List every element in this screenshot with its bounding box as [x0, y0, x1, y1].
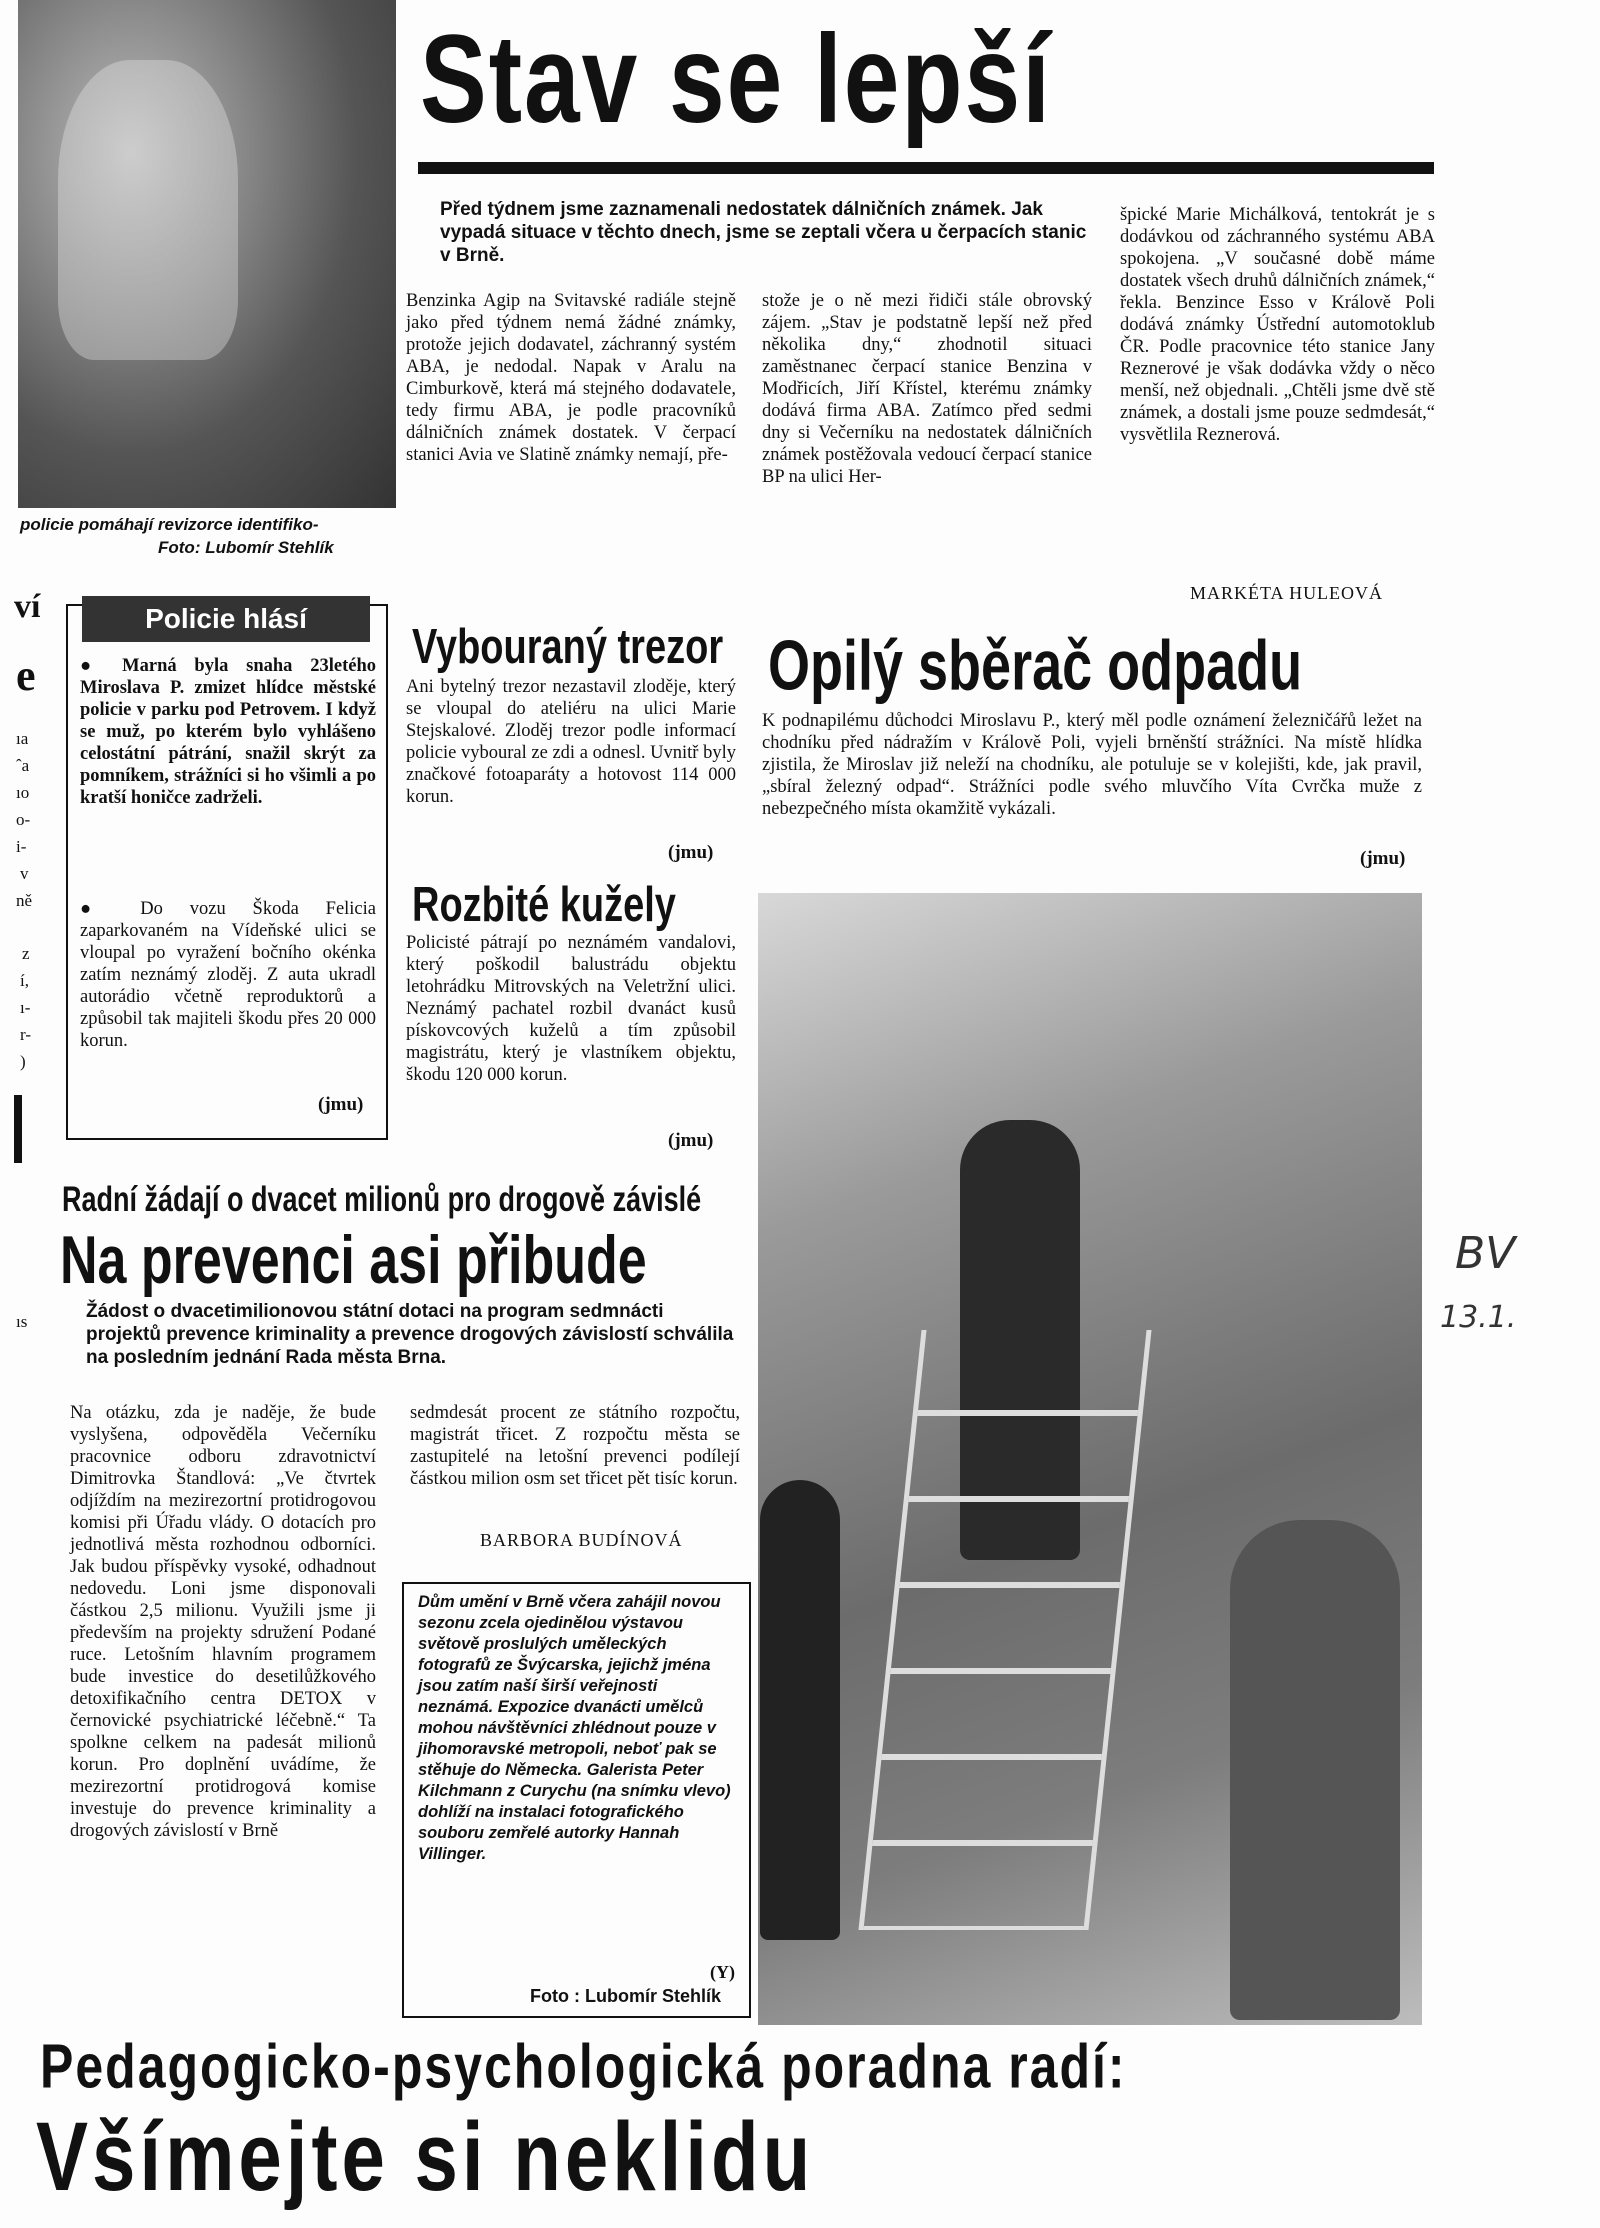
main-col3: špické Marie Michálková, tentokrát je s dodávkou od záchranného systému ABA spokojena. „V současné době máme dostatek všech druhů dálničních známek,“ řekla. Benzince Esso v Králově Poli dodává známky Ústřední automotoklub ČR. Podle pracovnice této stanice Jany Reznerové je však dodávka vždy o něco menší, než objednali. „Chtěli jsme dvě stě známek, a dostali jsme pouze sedmdesát,“ vysvětlila Reznerová. [1120, 205, 1435, 445]
left-fragment: í, [20, 971, 29, 990]
trezor-body: Ani bytelný trezor nezastavil zloděje, který se vloupal do ateliéru na ulici Marie Stejskalové. Zloděj trezor podle informací policie vyboural ze zdi a odnesl. Uvnitř byly značkové fotoaparáty a hotovost 114 000 korun. [406, 677, 736, 807]
photo-caption: Dům umění v Brně včera zahájil novou sezonu zcela ojedinělou výstavou světově proslulých uměleckých fotografů ze Švýcarska, jejichž jména jsou zatím naší širší veřejnosti neznámá. Expozice dvanácti umělců mohou návštěvníci zhlédnout pouze v jihomoravské metropoli, neboť pak se stěhuje do Německa. Galerista Peter Kilchmann z Curychu (na snímku vlevo) dohlíží na instalaci fotografického souboru zemřelé autorky Hannah Villinger. [418, 1593, 731, 1863]
handwritten-date: 13.1. [1440, 1300, 1517, 1335]
photo-figure [760, 1480, 840, 1940]
police-sig: (jmu) [318, 1094, 364, 1115]
trezor-headline: Vybouraný trezor [412, 620, 724, 675]
left-fragment: ıa [16, 729, 29, 748]
left-fragment: i- [16, 837, 27, 856]
left-fragment-bar [14, 1095, 22, 1163]
headline-rule [418, 162, 1434, 174]
opily-sig: (jmu) [1360, 848, 1406, 869]
photo-caption-sig: (Y) [710, 1962, 735, 1982]
left-fragment: e [16, 651, 36, 700]
opily-body: K podnapilému důchodci Miroslavu P., který měl podle oznámení železničářů ležet na chodníku před nádražím v Králově Poli, vyjeli brněnští strážníci. Na místě hlídka zjistila, že Miroslav již neleží na chodníku, ale potuluje se v kolejišti, kde, jak pravil, „sbíral železný odpad“. Strážníci podle svého mluvčího Víta Cvrčka muže z nebezpečného místa okamžitě vykázali. [762, 711, 1422, 819]
left-fragment: z [22, 944, 30, 963]
left-fragment: ˆa [16, 756, 30, 775]
main-author: MARKÉTA HULEOVÁ [1190, 583, 1384, 603]
left-fragment: ně [16, 891, 33, 910]
top-left-photo [18, 0, 396, 508]
handwritten-initials: BV [1455, 1228, 1516, 1279]
main-lead: Před týdnem jsme zaznamenali nedostatek dálničních známek. Jak vypadá situace v těchto dnech, jsme se zeptali včera u čerpacích stanic v Brně. [440, 199, 1087, 266]
police-box-title: Policie hlásí [82, 596, 370, 642]
opily-headline: Opilý sběrač odpadu [768, 627, 1303, 706]
main-col2: stože je o ně mezi řidiči stále obrovský zájem. „Stav je podstatně lepší než před několika dny,“ zhodnotil situaci zaměstnanec čerpací stanice Benzina v Modřicích, Jiří Křístel, kterému známky dodává firma ABA. Zatímco před sedmi dny si Večerníku na nedostatek dálničních známek postěžovala vedoucí čerpací stanice BP na ulici Her- [762, 291, 1092, 487]
left-fragment: ví [14, 588, 41, 625]
kuzely-sig: (jmu) [668, 1130, 714, 1151]
left-fragment: ı- [20, 998, 31, 1017]
trezor-sig: (jmu) [668, 842, 714, 863]
prevence-col2: sedmdesát procent ze státního rozpočtu, magistrát třicet. Z rozpočtu města se zastupitelé na letošní prevenci podílejí částkou milion osm set třicet pět tisíc korun. [410, 1403, 740, 1489]
bottom-headline: Všímejte si neklidu [36, 2101, 815, 2212]
prevence-lead: Žádost o dvacetimilionovou státní dotaci na program sedmnácti projektů prevence kriminality a prevence drogových závislostí schválila na posledním jednání Rada města Brna. [86, 1301, 734, 1368]
left-fragment: ıo [16, 783, 30, 802]
left-fragment: o- [16, 810, 31, 829]
police-item-2: ● Do vozu Škoda Felicia zaparkovaném na Vídeňské ulici se vloupal po vyražení bočního okénka zatím neznámý zloděj. Z auta ukradl autorádio včetně reproduktorů a způsobil tak majiteli škodu přes 20 000 korun. [80, 899, 376, 1051]
left-fragment: ıs [16, 1312, 28, 1331]
prevence-col1: Na otázku, zda je naděje, že bude vyslyšena, odpověděla Večerníku pracovnice odboru zdravotnictví Dimitrovka Štandlová: „Ve čtvrtek odjíždím na mezirezortní protidrogovou komisi při Úřadu vlády. O dotacích pro jednotlivá města rozhodnou odborníci. Jak budou příspěvky vysoké, odhadnout nedovedu. Loni jsme disponovali částkou 2,5 milionu. Využili jsme ji především na projekty sdružení Podané ruce. Letošním hlavním programem bude investice do desetilůžkového detoxifikačního centra DETOX v černovické psychiatrické léčebně.“ Ta spolkne celkem na padesát milionů korun. Pro doplnění uvádíme, že mezirezortní protidrogová komise investuje do prevence kriminality a drogových závislostí v Brně [70, 1403, 376, 1841]
main-headline: Stav se lepší [420, 9, 1052, 150]
bottom-kicker: Pedagogicko-psychologická poradna radí: [40, 2031, 1127, 2102]
left-fragment: v [20, 864, 29, 883]
kuzely-body: Policisté pátrají po neznámém vandalovi, který poškodil balustrádu objektu letohrádku Mitrovských na Veletržní ulici. Neznámý pachatel rozbil dvanáct kusů pískovcových kuželů a tím způsobil magistrátu, který je vlastníkem objektu, škodu 120 000 korun. [406, 933, 736, 1085]
prevence-author: BARBORA BUDÍNOVÁ [480, 1530, 683, 1550]
prevence-kicker: Radní žádají o dvacet milionů pro drogově závislé [62, 1180, 702, 1219]
photo-figure [1230, 1520, 1400, 2020]
police-item-1: ● Marná byla snaha 23letého Miroslava P. zmizet hlídce městské policie v parku pod Petrovem. I když se muž, po kterém bylo vyhlášeno celostátní pátrání, snažil skrýt za pomníkem, strážníci si ho všimli a po kratší honičce zadrželi. [80, 656, 376, 808]
left-fragment: r- [20, 1025, 31, 1044]
photo-credit: Foto : Lubomír Stehlík [530, 1986, 721, 2006]
prevence-headline: Na prevenci asi přibude [60, 1223, 647, 1299]
main-col1: Benzinka Agip na Svitavské radiále stejně jako před týdnem nemá žádné známky, protože jejich dodavatel, záchranný systém ABA, je nedodal. Napak v Aralu na Cimburkově, která má stejného dodavatele, tedy firmu ABA, je podle pracovníků dálničních známek dostatek. V čerpací stanici Avia ve Slatině známky nemají, pře- [406, 291, 736, 465]
kuzely-headline: Rozbité kužely [412, 878, 676, 933]
left-fragment: ) [20, 1052, 26, 1071]
top-photo-credit: Foto: Lubomír Stehlík [158, 538, 334, 557]
top-photo-caption-line1: policie pomáhají revizorce identifiko- [20, 515, 319, 534]
